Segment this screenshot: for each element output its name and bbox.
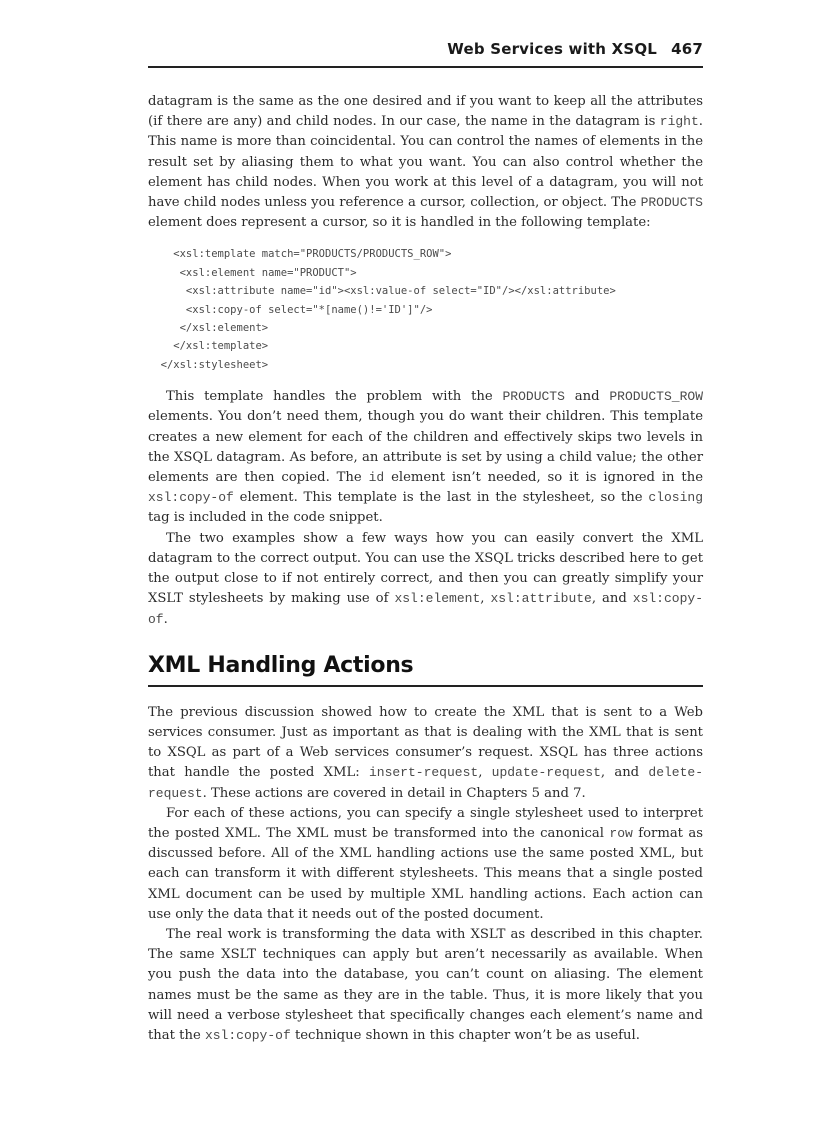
inline-code: insert-request [368, 765, 479, 781]
running-title: Web Services with XSQL [447, 40, 658, 58]
text-run: and [564, 389, 610, 405]
inline-code: id [368, 470, 385, 486]
text-run: . These actions are covered in detail in Chapters 5 and 7. [202, 785, 586, 801]
text-run: The two examples show a few ways how you can easily convert the XML datagram to the correct output. You can use the XSQL tricks described here to get the output close to if not entirely correct, and then you can greatly simplify your XSLT stylesheets by making use of [148, 530, 703, 607]
text-run: element. This template is the last in the stylesheet, so the [233, 490, 649, 506]
inline-code: xsl:copy-of [148, 591, 703, 627]
paragraph-datagram-naming [148, 92, 703, 233]
inline-code: PRODUCTS_ROW [609, 389, 703, 405]
inline-code: right [659, 114, 699, 130]
text-run: , and [591, 591, 633, 607]
inline-code: update-request [491, 765, 601, 781]
text-run: This template handles the problem with the [166, 389, 503, 405]
text-run: , [480, 591, 491, 607]
text-run: format as discussed before. All of the XML handling actions use the same posted XML, but each can transform it with different stylesheets. This means that a single posted XML document can be used by multiple XML handling actions. Each action can use only the data that it needs out of the posted document. [148, 825, 703, 922]
text-run: . [163, 611, 168, 627]
text-run: The previous discussion showed how to create the XML that is sent to a Web services consumer. Just as important as that is dealing with the XML that is sent to XSQL as part of a Web services consumer’s request. XSQL has three actions that handle the posted XML: [148, 704, 703, 781]
text-run: The real work is transforming the data with XSLT as described in this chapter. The same XSLT techniques can apply but aren’t necessarily as available. When you push the data into the database, you can’t count on aliasing. The element names must be the same as they are in the table. Thus, it is more likely that you will need a verbose stylesheet that specifically changes each element’s name and that the [148, 926, 703, 1043]
paragraph-template-explanation [148, 387, 703, 528]
text-run: , [478, 765, 492, 781]
code-listing: <xsl:template match="PRODUCTS/PRODUCTS_ROW"> <xsl:element name="PRODUCT"> <xsl:attribute name="id"><xsl:value-of select="ID"/></xsl:attribute> <xsl:copy-of select="*[name()!='ID']"/> </xsl:element> </xsl:template> </xsl:stylesheet> [160, 248, 616, 371]
running-header [148, 40, 703, 68]
inline-code: row [609, 825, 633, 841]
text-run: . This name is more than coincidental. You can control the names of elements in the result set by aliasing them to what you want. You can also control whether the element has child nodes. When you work at this level of a datagram, you will not have child nodes unless you reference a cursor, collection, or object. The [148, 114, 703, 211]
inline-code: xsl:copy-of [148, 490, 234, 506]
page-number: 467 [671, 40, 703, 58]
inline-code: xsl:attribute [490, 591, 592, 607]
text-run: element isn’t needed, so it is ignored in the [384, 470, 703, 486]
paragraph-real-work [148, 925, 703, 1046]
inline-code: xsl:element [394, 591, 481, 607]
paragraph-previous-discussion [148, 703, 703, 804]
text-run: element does represent a cursor, so it is handled in the following template: [148, 215, 651, 231]
text-run: elements. You don’t need them, though you do want their children. This template creates a new element for each of the children and effectively skips two levels in the XSQL datagram. As before, an attribute is set by using a child value; the other elements are then copied. The [148, 409, 703, 486]
inline-code: PRODUCTS [502, 389, 565, 405]
paragraph-two-examples [148, 529, 703, 630]
paragraph-stylesheet-per-action [148, 804, 703, 925]
text-run: For each of these actions, you can specify a single stylesheet used to interpret the posted XML. The XML must be transformed into the canonical [148, 805, 703, 841]
inline-code: xsl:copy-of [204, 1027, 291, 1043]
text-run: technique shown in this chapter won’t be as useful. [290, 1027, 640, 1043]
section-heading: XML Handling Actions [148, 652, 703, 687]
page-body [148, 92, 703, 1046]
text-run: tag is included in the code snippet. [148, 510, 383, 526]
inline-code: PRODUCTS [640, 195, 703, 211]
inline-code: delete-request [148, 765, 703, 801]
inline-code: closing [648, 490, 703, 506]
text-run: , and [600, 765, 649, 781]
text-run: datagram is the same as the one desired and if you want to keep all the attributes (if there are any) and child nodes. In our case, the name in the datagram is [148, 94, 703, 130]
